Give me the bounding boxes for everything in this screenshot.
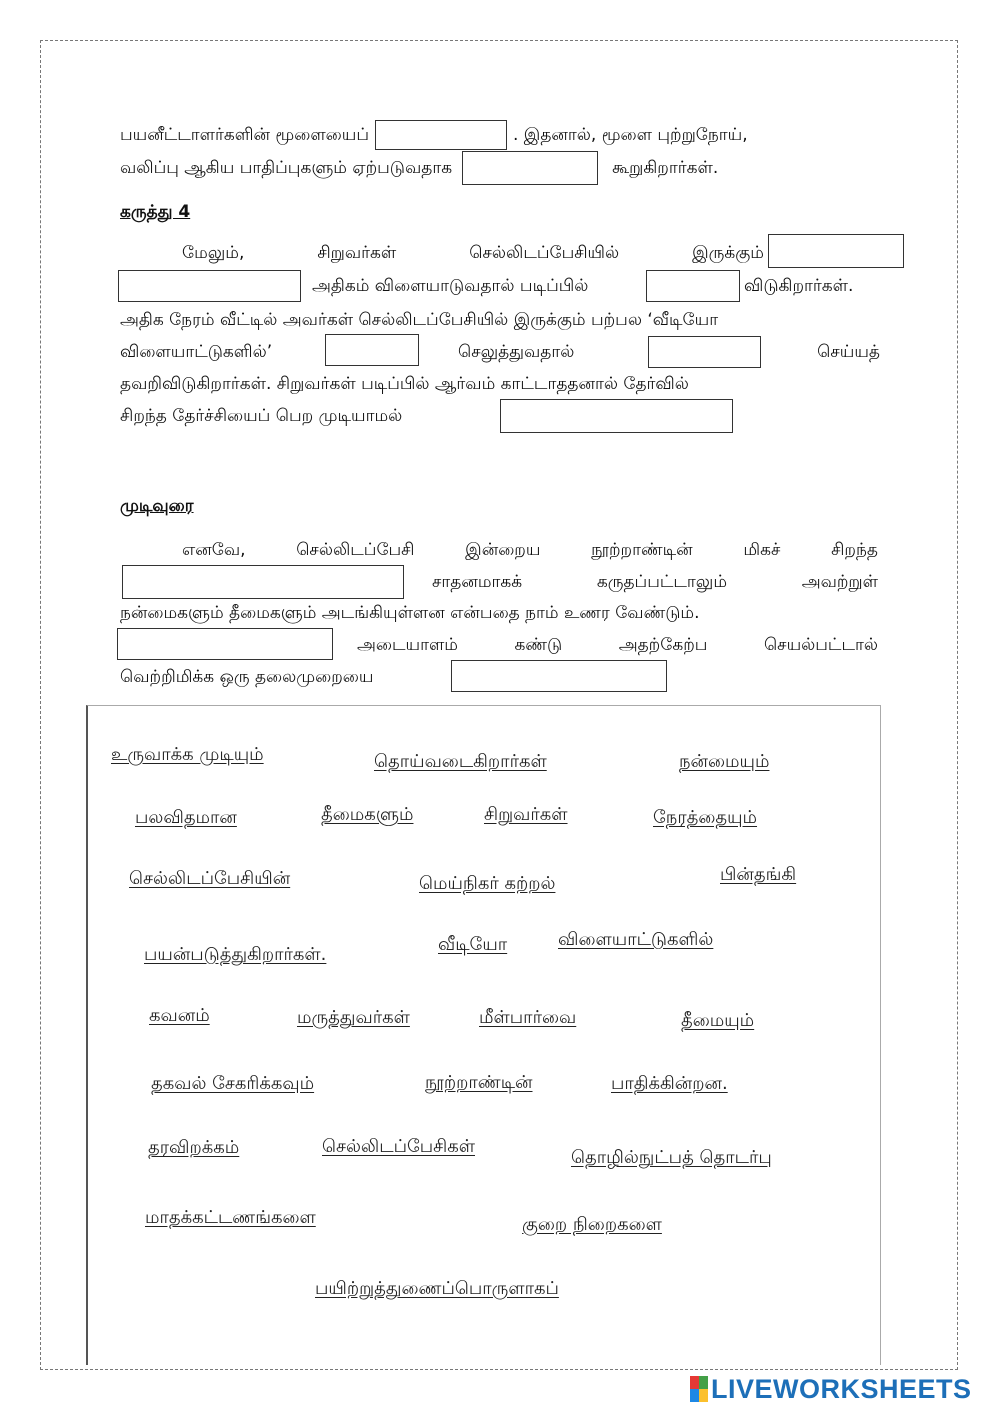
answer-box-7[interactable]	[648, 336, 761, 368]
section4-line6: சிறந்த தேர்ச்சியைப் பெற முடியாமல்	[120, 406, 403, 426]
section4-line2-b: விடுகிறார்கள்.	[744, 276, 854, 296]
liveworksheets-logo	[690, 1374, 972, 1404]
s4-l1-w1: சிறுவர்கள்	[317, 243, 397, 263]
c-l4-w2: அதற்கேற்ப	[618, 635, 708, 655]
para1-line1	[120, 120, 878, 150]
conclusion-line5: வெற்றிமிக்க ஒரு தலைமுறையை	[120, 667, 374, 687]
word-bank-item[interactable]: தகவல் சேகரிக்கவும்	[151, 1073, 315, 1094]
section4-line4-a: விளையாட்டுகளில்’	[120, 342, 273, 362]
conclusion-line1	[182, 535, 878, 565]
answer-box-10[interactable]	[117, 628, 333, 660]
answer-box-6[interactable]	[325, 334, 419, 366]
conclusion-heading: முடிவுரை	[120, 496, 194, 516]
logo-square	[690, 1376, 699, 1389]
c-l4-w0: அடையாளம்	[357, 635, 458, 655]
answer-box-8[interactable]	[500, 399, 733, 433]
section4-line5: தவறிவிடுகிறார்கள். சிறுவர்கள் படிப்பில் ஆர்வம் காட்டாததனால் தேர்வில்	[120, 374, 689, 394]
conclusion-line4	[357, 630, 878, 660]
answer-box-4[interactable]	[118, 270, 301, 302]
s4-l1-w3: இருக்கும்	[692, 243, 764, 263]
word-bank-item[interactable]: உருவாக்க முடியும்	[111, 744, 264, 765]
answer-box-9[interactable]	[122, 565, 404, 599]
logo-mark-icon	[690, 1376, 708, 1402]
answer-box-1[interactable]	[375, 120, 507, 150]
c-l1-w5: சிறந்த	[831, 540, 878, 560]
answer-box-3[interactable]	[768, 234, 904, 268]
section4-heading: கருத்து 4	[120, 202, 191, 222]
c-l2-w2: அவற்றுள்	[801, 572, 878, 592]
s4-l1-w0: மேலும்,	[182, 243, 245, 263]
section4-line1	[182, 238, 764, 268]
c-l4-w1: கண்டு	[514, 635, 563, 655]
section4-line3: அதிக நேரம் வீட்டில் அவர்கள் செல்லிடப்பேசியில் இருக்கும் பற்பல ‘வீடியோ	[120, 310, 719, 330]
answer-box-5[interactable]	[646, 270, 740, 302]
word-bank-item[interactable]: விளையாட்டுகளில்	[558, 929, 714, 950]
c-l4-w3: செயல்பட்டால்	[763, 635, 878, 655]
section4-line4-b: செலுத்துவதால்	[458, 342, 575, 362]
word-bank-item[interactable]: நன்மையும்	[679, 751, 770, 772]
word-bank-item[interactable]: செல்லிடப்பேசிகள்	[322, 1136, 475, 1157]
word-bank-item[interactable]: மாதக்கட்டணங்களை	[145, 1207, 316, 1228]
word-bank-item[interactable]: மெய்நிகர் கற்றல்	[419, 873, 556, 894]
conclusion-line2	[432, 567, 878, 597]
word-bank-item[interactable]: பின்தங்கி	[720, 864, 797, 885]
word-bank-item[interactable]: மீள்பார்வை	[479, 1007, 577, 1028]
c-l1-w4: மிகச்	[743, 540, 781, 560]
word-bank-item[interactable]: வீடியோ	[438, 934, 508, 955]
word-bank-item[interactable]: செல்லிடப்பேசியின்	[129, 868, 291, 889]
section4-line4-c: செய்யத்	[817, 342, 880, 362]
word-bank-item[interactable]: குறை நிறைகளை	[522, 1214, 662, 1235]
answer-box-2[interactable]	[462, 151, 598, 185]
para1-line1-text-b: . இதனால், மூளை புற்றுநோய்,	[513, 125, 748, 145]
c-l1-w2: இன்றைய	[465, 540, 541, 560]
word-bank-item[interactable]: நேரத்தையும்	[653, 807, 758, 828]
word-bank-item[interactable]: தீமைகளும்	[321, 804, 414, 825]
c-l1-w3: நூற்றாண்டின்	[591, 540, 693, 560]
section4-line2-a: அதிகம் விளையாடுவதால் படிப்பில்	[312, 276, 589, 296]
logo-text: LIVEWORKSHEETS	[711, 1373, 972, 1404]
word-bank-item[interactable]: சிறுவர்கள்	[484, 804, 568, 825]
word-bank-item[interactable]: பலவிதமான	[135, 807, 237, 828]
c-l1-w1: செல்லிடப்பேசி	[296, 540, 415, 560]
word-bank-item[interactable]: கவனம்	[149, 1005, 210, 1026]
logo-square	[690, 1389, 699, 1402]
conclusion-line3: நன்மைகளும் தீமைகளும் அடங்கியுள்ளன என்பதை நாம் உணர வேண்டும்.	[120, 603, 700, 623]
c-l1-w0: எனவே,	[182, 540, 246, 560]
answer-box-11[interactable]	[451, 660, 667, 692]
s4-l1-w2: செல்லிடப்பேசியில்	[469, 243, 620, 263]
logo-square	[699, 1376, 708, 1389]
logo-square	[699, 1389, 708, 1402]
word-bank-item[interactable]: தொய்வடைகிறார்கள்	[374, 751, 547, 772]
c-l2-w1: கருதப்பட்டாலும்	[596, 572, 727, 592]
word-bank-item[interactable]: பாதிக்கின்றன.	[611, 1073, 728, 1094]
word-bank-item[interactable]: தரவிறக்கம்	[148, 1137, 240, 1158]
word-bank-item[interactable]: பயன்படுத்துகிறார்கள்.	[144, 944, 327, 965]
para1-line2-text-b: கூறுகிறார்கள்.	[612, 158, 719, 178]
word-bank-item[interactable]: தீமையும்	[681, 1010, 755, 1031]
word-bank-item[interactable]: பயிற்றுத்துணைப்பொருளாகப்	[315, 1278, 559, 1299]
para1-line2	[120, 153, 878, 183]
word-bank-item[interactable]: தொழில்நுட்பத் தொடர்பு	[571, 1147, 772, 1168]
para1-line1-text-a: பயனீட்டாளர்களின் மூளையைப்	[120, 125, 369, 145]
word-bank-item[interactable]: நூற்றாண்டின்	[425, 1072, 533, 1093]
word-bank-item[interactable]: மருத்துவர்கள்	[297, 1007, 410, 1028]
c-l2-w0: சாதனமாகக்	[432, 572, 523, 592]
para1-line2-text-a: வலிப்பு ஆகிய பாதிப்புகளும் ஏற்படுவதாக	[120, 158, 453, 178]
